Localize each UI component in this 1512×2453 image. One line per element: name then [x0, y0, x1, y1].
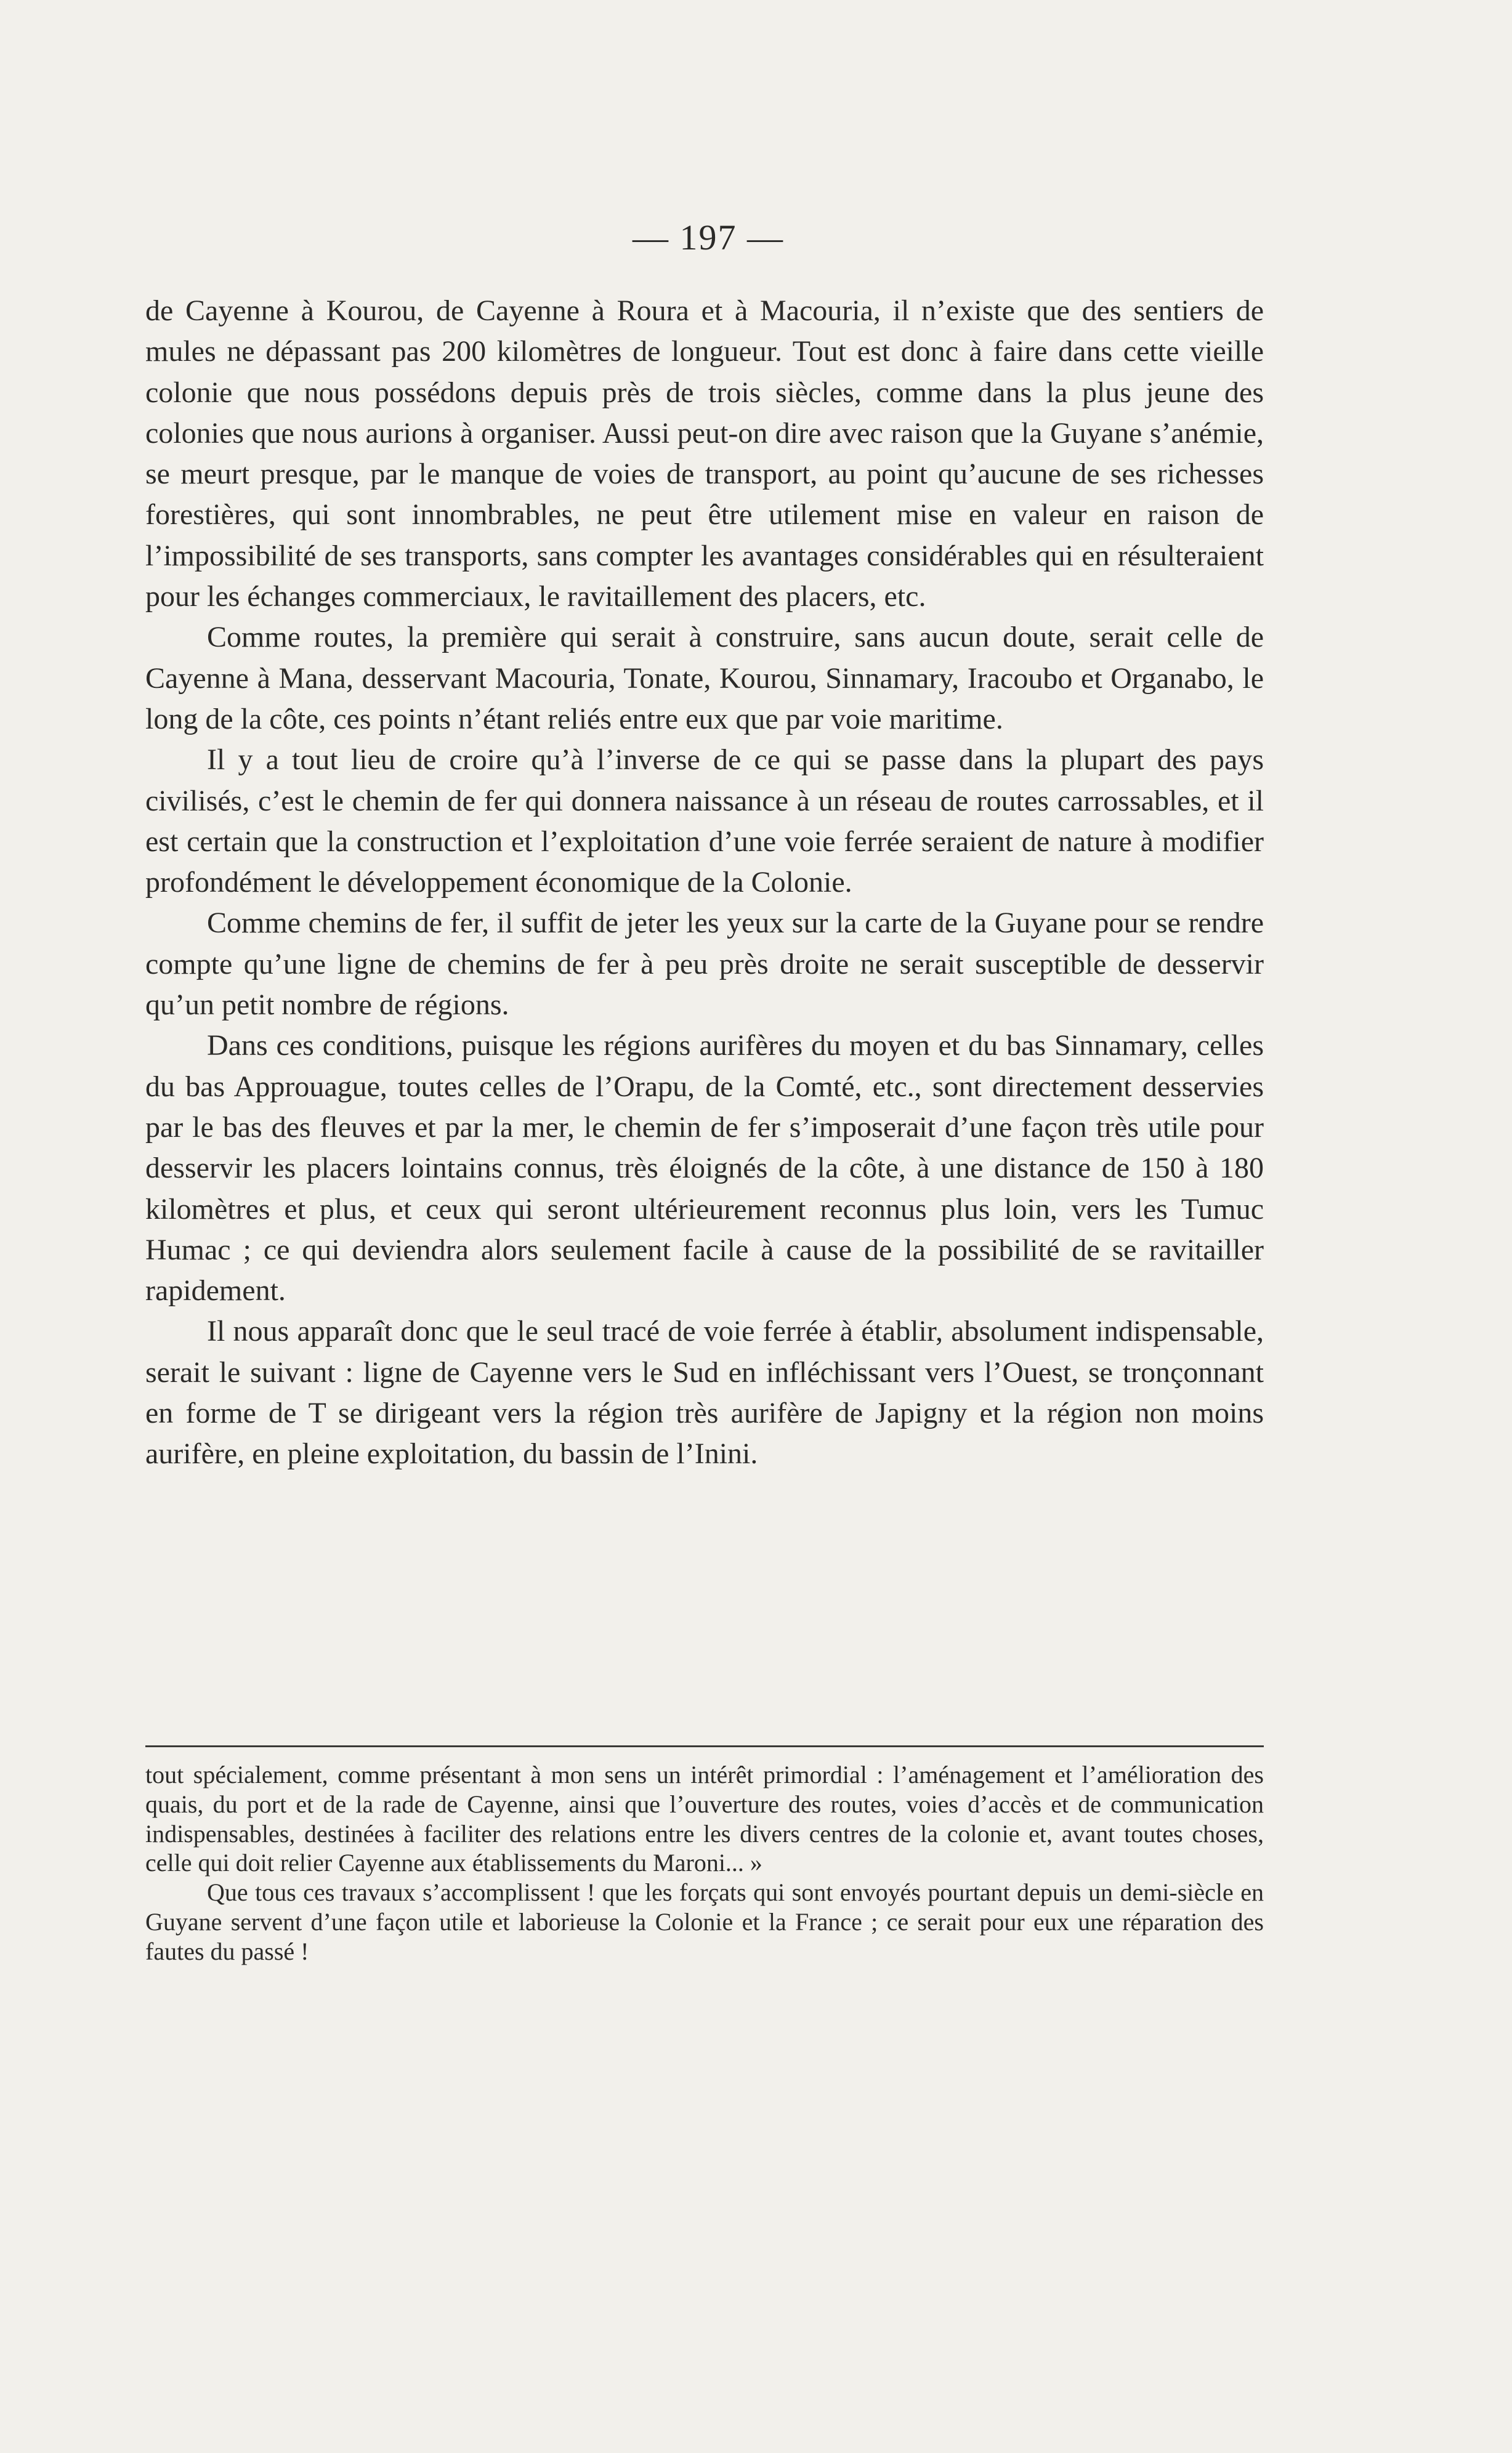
paragraph: Comme routes, la première qui serait à construire, sans aucun doute, serait celle de Cayenne à Mana, desservant Macouria, Tonate, Kourou, Sinnamary, Iracoubo et Organabo, le long de la côte, ces points n’étant reliés entre eux que par voie maritime.	[145, 621, 1264, 735]
footnote-paragraph: Que tous ces travaux s’accomplissent ! que les forçats qui sont envoyés pourtant depuis un demi-siècle en Guyane servent d’une façon utile et laborieuse la Colonie et la France ; ce serait pour eux une réparation des fautes du passé !	[145, 1878, 1264, 1965]
paragraph: Dans ces conditions, puisque les régions aurifères du moyen et du bas Sinnamary, celles du bas Approuague, toutes celles de l’Orapu, de la Comté, etc., sont directement desservies par le bas des fleuves et par la mer, le chemin de fer s’imposerait d’une façon très utile pour desservir les placers lointains connus, très éloignés de la côte, à une distance de 150 à 180 kilomètres et plus, et ceux qui seront ultérieurement reconnus plus loin, vers les Tumuc Humac ; ce qui deviendra alors seulement facile à cause de la possibilité de se ravitailler rapidement.	[145, 1029, 1264, 1307]
paragraph: Il y a tout lieu de croire qu’à l’inverse de ce qui se passe dans la plupart des pays civilisés, c’est le chemin de fer qui donnera naissance à un réseau de routes carrossables, et il est certain que la construction et l’exploitation d’une voie ferrée seraient de nature à modifier profondément le développement économique de la Colonie.	[145, 743, 1264, 899]
page-number: — 197 —	[633, 217, 784, 257]
footnote	[145, 1760, 1264, 1966]
paragraph: de Cayenne à Kourou, de Cayenne à Roura et à Macouria, il n’existe que des sentiers de mules ne dépassant pas 200 kilomètres de longueur. Tout est donc à faire dans cette vieille colonie que nous possédons depuis près de trois siècles, comme dans la plus jeune des colonies que nous aurions à organiser. Aussi peut-on dire avec raison que la Guyane s’anémie, se meurt presque, par le manque de voies de transport, au point qu’aucune de ses richesses forestières, qui sont innombrables, ne peut être utilement mise en valeur en raison de l’impossibilité de ses transports, sans compter les avantages considérables qui en résulteraient pour les échanges commerciaux, le ravitaillement des placers, etc.	[145, 294, 1264, 613]
footnote-separator	[145, 1745, 1264, 1747]
footnote-paragraph: tout spécialement, comme présentant à mon sens un intérêt primordial : l’aménagement et l’amélioration des quais, du port et de la rade de Cayenne, ainsi que l’ouverture des routes, voies d’accès et de communication indispensables, destinées à faciliter des relations entre les divers centres de la colonie et, avant toutes choses, celle qui doit relier Cayenne aux établissements du Maroni... »	[145, 1761, 1264, 1877]
paragraph: Il nous apparaît donc que le seul tracé de voie ferrée à établir, absolument indispensable, serait le suivant : ligne de Cayenne vers le Sud en infléchissant vers l’Ouest, se tronçonnant en forme de T se dirigeant vers la région très aurifère de Japigny et la région non moins aurifère, en pleine exploitation, du bassin de l’Inini.	[145, 1315, 1264, 1471]
main-text	[145, 291, 1264, 1475]
paragraph: Comme chemins de fer, il suffit de jeter les yeux sur la carte de la Guyane pour se rendre compte qu’une ligne de chemins de fer à peu près droite ne serait susceptible de desservir qu’un petit nombre de régions.	[145, 907, 1264, 1022]
